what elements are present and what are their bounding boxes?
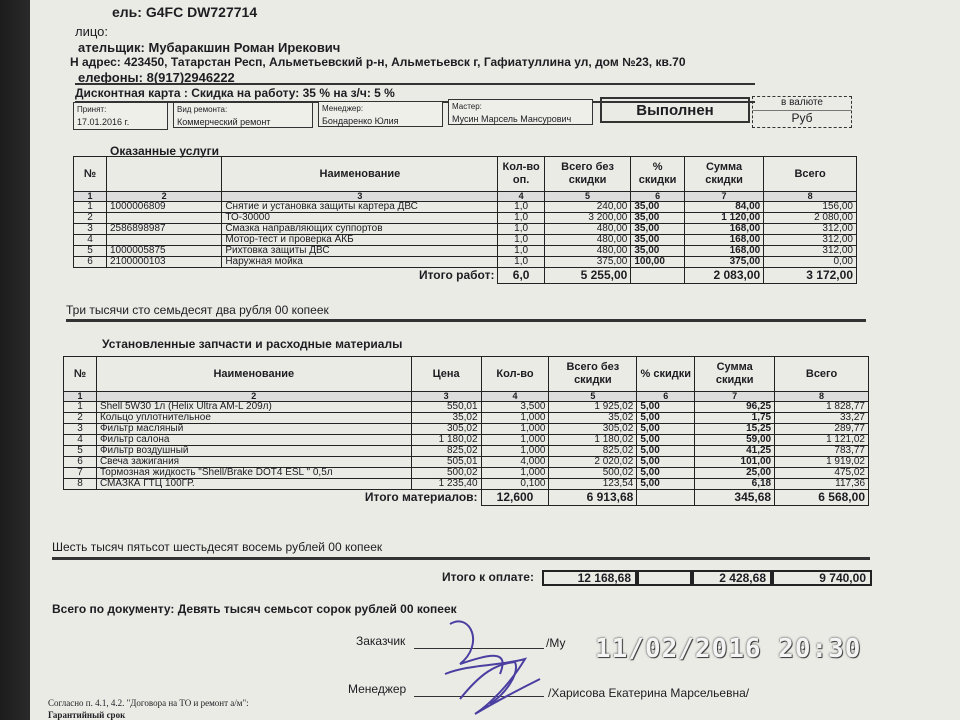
cell-total: 117,36 <box>775 479 869 490</box>
cell-qty: 1,0 <box>498 202 544 213</box>
grand-total-disc: 2 428,68 <box>692 570 772 586</box>
col-name: Наименование <box>222 157 498 192</box>
parts-col-numbers <box>64 392 869 402</box>
cell-pct: 5,00 <box>637 457 695 468</box>
cell-qty: 1,0 <box>498 224 544 235</box>
cell-total: 156,00 <box>764 202 857 213</box>
camera-date-stamp: 11/02/2016 20:30 <box>595 634 862 664</box>
cell-gross: 480,00 <box>544 224 631 235</box>
cell-pct: 35,00 <box>631 235 685 246</box>
services-total-words: Три тысячи сто семьдесят два рубля 00 копеек <box>66 303 329 317</box>
grand-total-sum: 9 740,00 <box>772 570 872 586</box>
cell-n: 4 <box>64 435 97 446</box>
cell-total: 1 919,02 <box>775 457 869 468</box>
col-pct: % скидки <box>631 157 685 192</box>
manager-signature-label: Менеджер <box>348 682 407 696</box>
master-box <box>448 99 593 125</box>
currency-box <box>752 96 852 128</box>
parts-total-words: Шесть тысяч пятьсот шестьдесят восемь рублей 00 копеек <box>52 540 383 554</box>
table-row <box>64 457 869 468</box>
cell-code <box>106 213 221 224</box>
repair-type-value: Коммерческий ремонт <box>177 117 271 127</box>
colnum: 8 <box>775 392 869 402</box>
colnum: 4 <box>498 192 544 202</box>
accepted-box <box>73 102 168 130</box>
services-header-row <box>74 157 857 192</box>
cell-pct: 5,00 <box>637 402 695 413</box>
cell-disc: 101,00 <box>695 457 775 468</box>
cell-qty: 1,0 <box>498 235 544 246</box>
accepted-date: 17.01.2016 г. <box>77 117 130 127</box>
parts-total-gross: 6 913,68 <box>549 490 637 506</box>
table-row <box>74 246 857 257</box>
services-total-sum: 3 172,00 <box>764 268 857 284</box>
owner-phone: елефоны: 8(917)2946222 <box>78 70 235 85</box>
services-total-label: Итого работ: <box>418 268 495 283</box>
customer-name-suffix: /Му <box>546 636 566 650</box>
cell-disc: 25,00 <box>695 468 775 479</box>
manager-signature-name: /Харисова Екатерина Марсельевна/ <box>548 686 750 700</box>
cell-disc: 84,00 <box>684 202 763 213</box>
cell-qty: 1,000 <box>481 468 549 479</box>
cell-total: 1 828,77 <box>775 402 869 413</box>
cell-name: Снятие и установка защиты картера ДВС <box>222 202 498 213</box>
services-total-qty: 6,0 <box>498 268 544 284</box>
cell-qty: 1,0 <box>498 257 544 268</box>
manager-label: Менеджер: <box>322 104 364 113</box>
col-pct: % скидки <box>637 357 695 392</box>
cell-pct: 35,00 <box>631 202 685 213</box>
currency-value: Руб <box>753 110 851 125</box>
cell-disc: 1,75 <box>695 413 775 424</box>
handwritten-signature <box>430 604 560 720</box>
cell-disc: 168,00 <box>684 246 763 257</box>
cell-total: 33,27 <box>775 413 869 424</box>
cell-name: Свеча зажигания <box>96 457 411 468</box>
cell-price: 35,02 <box>411 413 481 424</box>
cell-total: 475,02 <box>775 468 869 479</box>
cell-disc: 168,00 <box>684 224 763 235</box>
colnum: 5 <box>544 192 631 202</box>
col-total: Всего <box>764 157 857 192</box>
divider <box>52 557 870 560</box>
parts-header-row <box>64 357 869 392</box>
cell-gross: 123,54 <box>549 479 637 490</box>
colnum: 3 <box>222 192 498 202</box>
table-row <box>64 402 869 413</box>
cell-gross: 1 180,02 <box>549 435 637 446</box>
cell-name: СМАЗКА ГТЦ 100ГР. <box>96 479 411 490</box>
master-label: Мастер: <box>452 102 482 111</box>
table-row <box>74 235 857 246</box>
cell-total: 312,00 <box>764 235 857 246</box>
work-order-document <box>30 0 960 720</box>
cell-qty: 1,0 <box>498 213 544 224</box>
cell-qty: 1,0 <box>498 246 544 257</box>
col-number: № <box>74 157 107 192</box>
cell-gross: 240,00 <box>544 202 631 213</box>
cell-gross: 305,02 <box>549 424 637 435</box>
person-type: лицо: <box>75 24 108 39</box>
cell-disc: 15,25 <box>695 424 775 435</box>
repair-type-label: Вид ремонта: <box>177 105 228 114</box>
table-row <box>64 424 869 435</box>
col-total: Всего <box>775 357 869 392</box>
cell-n: 8 <box>64 479 97 490</box>
cell-name: Фильтр воздушный <box>96 446 411 457</box>
cell-pct: 5,00 <box>637 435 695 446</box>
cell-n: 2 <box>74 213 107 224</box>
divider <box>66 319 866 322</box>
cell-gross: 375,00 <box>544 257 631 268</box>
table-row <box>74 213 857 224</box>
parts-total-sum: 6 568,00 <box>775 490 869 506</box>
cell-total: 0,00 <box>764 257 857 268</box>
cell-pct: 5,00 <box>637 468 695 479</box>
owner-address: Н адрес: 423450, Татарстан Респ, Альметьевский р-н, Альметьевск г, Гафиатуллина ул, дом №23, кв.70 <box>70 55 686 69</box>
cell-gross: 500,02 <box>549 468 637 479</box>
cell-gross: 480,00 <box>544 246 631 257</box>
services-total-row <box>74 268 857 284</box>
cell-qty: 4,000 <box>481 457 549 468</box>
cell-code: 1000006809 <box>106 202 221 213</box>
col-number: № <box>64 357 97 392</box>
colnum: 8 <box>764 192 857 202</box>
cell-total: 289,77 <box>775 424 869 435</box>
services-total-gross: 5 255,00 <box>544 268 631 284</box>
table-row <box>64 479 869 490</box>
cell-gross: 2 020,02 <box>549 457 637 468</box>
cell-disc: 41,25 <box>695 446 775 457</box>
cell-gross: 1 925,02 <box>549 402 637 413</box>
cell-n: 3 <box>74 224 107 235</box>
parts-total-label: Итого материалов: <box>364 490 478 505</box>
cell-gross: 3 200,00 <box>544 213 631 224</box>
discount-line: Дисконтная карта : Скидка на работу: 35 % на з/ч: 5 % <box>75 83 755 103</box>
table-row <box>64 413 869 424</box>
cell-n: 1 <box>64 402 97 413</box>
colnum: 3 <box>411 392 481 402</box>
cell-qty: 0,100 <box>481 479 549 490</box>
cell-qty: 1,000 <box>481 424 549 435</box>
col-gross: Всего без скидки <box>544 157 631 192</box>
cell-code: 1000005875 <box>106 246 221 257</box>
cell-name: Shell 5W30 1л (Helix Ultra AM-L 209л) <box>96 402 411 413</box>
colnum: 5 <box>549 392 637 402</box>
table-row <box>74 224 857 235</box>
cell-pct: 5,00 <box>637 479 695 490</box>
col-code <box>106 157 221 192</box>
cell-price: 500,02 <box>411 468 481 479</box>
col-qty: Кол-во оп. <box>498 157 544 192</box>
cell-price: 550,01 <box>411 402 481 413</box>
cell-pct: 35,00 <box>631 213 685 224</box>
parts-total-disc: 345,68 <box>695 490 775 506</box>
cell-n: 2 <box>64 413 97 424</box>
grand-total-gross: 12 168,68 <box>542 570 637 586</box>
col-qty: Кол-во <box>481 357 549 392</box>
cell-total: 312,00 <box>764 246 857 257</box>
colnum: 7 <box>684 192 763 202</box>
cell-price: 1 180,02 <box>411 435 481 446</box>
cell-disc: 375,00 <box>684 257 763 268</box>
currency-label: в валюте <box>781 97 823 108</box>
cell-name: Кольцо уплотнительное <box>96 413 411 424</box>
cell-name: Тормозная жидкость "Shell/Brake DOT4 ESL " 0,5л <box>96 468 411 479</box>
cell-name: Фильтр салона <box>96 435 411 446</box>
cell-total: 312,00 <box>764 224 857 235</box>
cell-disc: 59,00 <box>695 435 775 446</box>
cell-disc: 168,00 <box>684 235 763 246</box>
cell-gross: 825,02 <box>549 446 637 457</box>
cell-n: 4 <box>74 235 107 246</box>
owner-name: ательщик: Мубаракшин Роман Ирекович <box>78 40 341 55</box>
colnum: 4 <box>481 392 549 402</box>
colnum: 2 <box>106 192 221 202</box>
customer-signature-label: Заказчик <box>356 634 406 648</box>
cell-pct: 35,00 <box>631 246 685 257</box>
services-table <box>73 156 857 284</box>
cell-name: Рихтовка защиты ДВС <box>222 246 498 257</box>
table-row <box>64 446 869 457</box>
cell-total: 783,77 <box>775 446 869 457</box>
footer-note: Согласно п. 4.1, 4.2. "Договора на ТО и ремонт а/м": <box>48 698 249 708</box>
parts-total-qty: 12,600 <box>481 490 549 506</box>
cell-name: ТО-30000 <box>222 213 498 224</box>
cell-pct: 5,00 <box>637 413 695 424</box>
cell-code: 2100000103 <box>106 257 221 268</box>
cell-pct: 100,00 <box>631 257 685 268</box>
grand-total-pct <box>637 570 692 586</box>
cell-n: 7 <box>64 468 97 479</box>
colnum: 2 <box>96 392 411 402</box>
document-total-words: Всего по документу: Девять тысяч семьсот сорок рублей 00 копеек <box>52 602 457 616</box>
cell-qty: 3,500 <box>481 402 549 413</box>
cell-n: 5 <box>74 246 107 257</box>
cell-disc: 6,18 <box>695 479 775 490</box>
col-price: Цена <box>411 357 481 392</box>
colnum: 1 <box>64 392 97 402</box>
cell-price: 825,02 <box>411 446 481 457</box>
services-total-pct <box>631 268 685 284</box>
cell-disc: 1 120,00 <box>684 213 763 224</box>
grand-total-label: Итого к оплате: <box>442 570 534 584</box>
table-row <box>64 468 869 479</box>
table-row <box>74 202 857 213</box>
model-line: ель: G4FC DW727714 <box>112 4 258 20</box>
parts-total-pct <box>637 490 695 506</box>
cell-code <box>106 235 221 246</box>
cell-price: 1 235,40 <box>411 479 481 490</box>
cell-name: Смазка направляющих суппортов <box>222 224 498 235</box>
colnum: 1 <box>74 192 107 202</box>
manager-box <box>318 101 443 127</box>
cell-gross: 35,02 <box>549 413 637 424</box>
cell-pct: 5,00 <box>637 446 695 457</box>
accepted-label: Принят: <box>77 105 107 114</box>
col-gross: Всего без скидки <box>549 357 637 392</box>
master-value: Мусин Марсель Мансурович <box>452 114 572 124</box>
cell-n: 6 <box>74 257 107 268</box>
col-disc: Сумма скидки <box>684 157 763 192</box>
cell-qty: 1,000 <box>481 413 549 424</box>
cell-qty: 1,000 <box>481 446 549 457</box>
cell-pct: 5,00 <box>637 424 695 435</box>
cell-code: 2586898987 <box>106 224 221 235</box>
table-row <box>74 257 857 268</box>
parts-total-row <box>64 490 869 506</box>
cell-n: 5 <box>64 446 97 457</box>
cell-qty: 1,000 <box>481 435 549 446</box>
colnum: 6 <box>637 392 695 402</box>
cell-n: 1 <box>74 202 107 213</box>
cell-n: 3 <box>64 424 97 435</box>
cell-name: Наружная мойка <box>222 257 498 268</box>
cell-price: 505,01 <box>411 457 481 468</box>
colnum: 6 <box>631 192 685 202</box>
cell-gross: 480,00 <box>544 235 631 246</box>
repair-type-box <box>173 102 313 128</box>
services-title: Оказанные услуги <box>110 144 219 158</box>
cell-pct: 35,00 <box>631 224 685 235</box>
cell-n: 6 <box>64 457 97 468</box>
services-total-disc: 2 083,00 <box>684 268 763 284</box>
cell-disc: 96,25 <box>695 402 775 413</box>
cell-total: 1 121,02 <box>775 435 869 446</box>
parts-title: Установленные запчасти и расходные материалы <box>102 337 403 351</box>
cell-total: 2 080,00 <box>764 213 857 224</box>
table-row <box>64 435 869 446</box>
manager-value: Бондаренко Юлия <box>322 116 399 126</box>
colnum: 7 <box>695 392 775 402</box>
cell-name: Фильтр масляный <box>96 424 411 435</box>
services-col-numbers <box>74 192 857 202</box>
status-badge: Выполнен <box>600 97 750 123</box>
col-name: Наименование <box>96 357 411 392</box>
col-disc: Сумма скидки <box>695 357 775 392</box>
parts-table <box>63 356 869 506</box>
cell-name: Мотор-тест и проверка АКБ <box>222 235 498 246</box>
cell-price: 305,02 <box>411 424 481 435</box>
footer-warranty: Гарантийный срок <box>48 710 126 720</box>
